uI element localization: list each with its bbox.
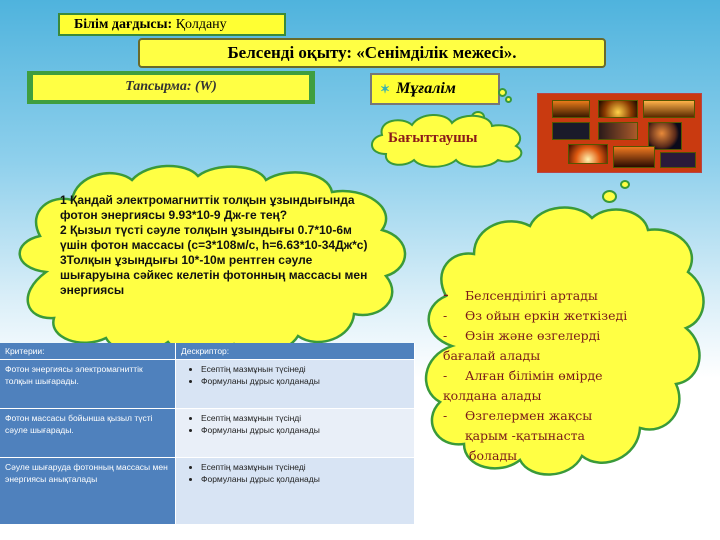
teacher-label: Мұғалім [396,80,456,97]
outcome-row: - Өзін және өзгелерді [443,328,601,343]
outcome-row: - Өз ойын еркін жеткізеді [443,308,628,323]
outcome-row: - Алған білімін өмірде [443,368,603,383]
skill-level-label: Білім дағдысы: [74,17,173,32]
question-1: 1 Қандай электромагниттік толқын ұзындығында фотон энергиясы 9.93*10-9 Дж-ге тең? [60,193,355,222]
descriptor-item: • Формуланы дұрыс қолданады [201,473,409,485]
descriptor-header: Дескриптор: [176,343,415,360]
night-photo [552,122,590,140]
outcome-row: бағалай алады [443,348,541,363]
outcome-row: - Белсенділігі артады [443,285,598,305]
connector-dot [505,96,512,103]
outcomes-list [443,285,653,466]
task-tag [27,71,315,104]
descriptor-cell [176,458,415,524]
sun-photo [598,100,638,118]
task-label: Тапсырма: (W) [33,75,309,100]
sky-photo [643,100,695,118]
criteria-header: Критерии: [0,343,176,360]
outcome-row: қарым -қатынаста [465,428,585,443]
photo-collage [537,93,702,173]
descriptor-cell [176,360,415,409]
criteria-table [0,343,415,524]
skill-level-tag [58,13,286,36]
horizon-photo [613,146,655,168]
table-row [0,458,415,524]
descriptor-item: • Формуланы дұрыс қолданады [201,375,409,387]
outcome-row: - Өзгелермен жақсы [443,408,593,423]
table-row [0,409,415,458]
connector-dot [620,180,630,189]
criterion-cell: Фотон энергиясы электромагниттік толқын шығарады. [0,360,176,409]
descriptor-item: • Есептің мазмұнын түсінеді [201,363,409,375]
outcome-row: болады [469,448,518,463]
page-title: Белсенді оқыту: «Сенімділік межесі». [138,38,606,68]
criterion-cell: Фотон массасы бойынша қызыл түсті сәуле шығарады. [0,409,176,458]
descriptor-item: • Есептің мазмұнын түсінеді [201,461,409,473]
teacher-tag [370,73,500,105]
sunset-photo [552,100,590,118]
table-header-row [0,343,415,360]
guide-label: Бағыттаушы [388,130,478,146]
question-3: 3Толқын ұзындығы 10*-10м рентген сәуле шығаруына сәйкес келетін фотонның массасы мен энергиясы [60,253,368,297]
galaxy-photo [660,152,696,168]
outcome-row: қолдана алады [443,388,542,403]
skill-level-value: Қолдану [175,17,227,32]
descriptor-item: • Есептің мазмұнын түсінді [201,412,409,424]
questions-block [60,193,372,298]
descriptor-cell [176,409,415,458]
descriptor-item: • Формуланы дұрыс қолданады [201,424,409,436]
fire-photo [568,144,608,164]
star-bullet-icon: ✶ [380,82,391,96]
table-row [0,360,415,409]
criterion-cell: Сәуле шығаруда фотонның массасы мен энергиясы анықталады [0,458,176,524]
landscape-photo [598,122,638,140]
question-2: 2 Қызыл түсті сәуле толқын ұзындығы 0.7*10-6м үшін фотон массасы (c=3*108м/с, h=6.63*10-34Дж*с) [60,223,368,252]
